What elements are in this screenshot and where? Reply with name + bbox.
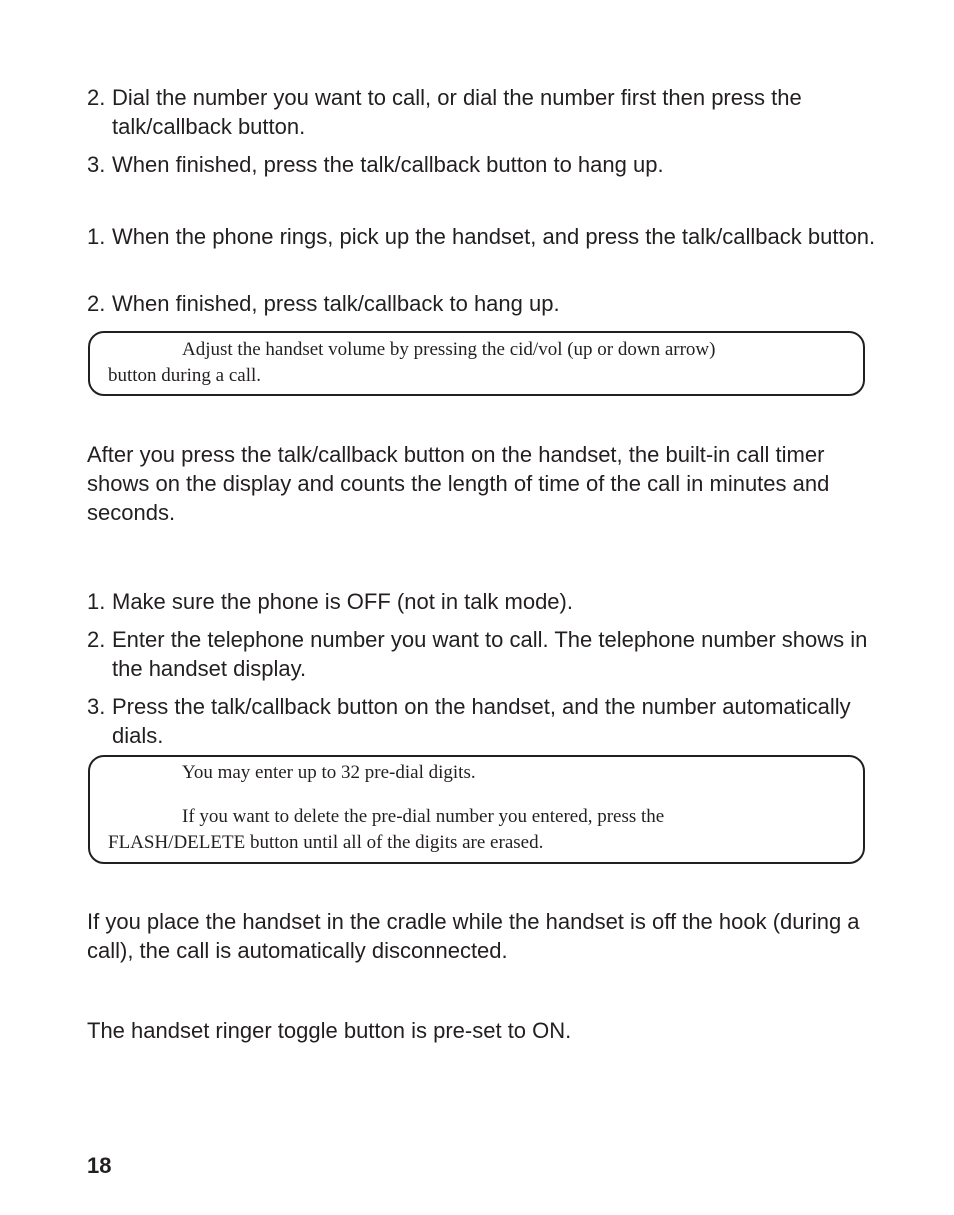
predial-step-3 (87, 692, 877, 750)
making-call-step-3 (87, 150, 877, 179)
step-text: When finished, press talk/callback to hang up. (112, 291, 560, 316)
page-number: 18 (87, 1153, 112, 1178)
predial-note-line-2: If you want to delete the pre-dial number you entered, press the (182, 806, 665, 827)
step-text: Enter the telephone number you want to call. The telephone number shows in the handset display. (112, 627, 868, 681)
step-number: 1. (87, 224, 106, 249)
step-number: 3. (87, 694, 106, 719)
making-call-step-2 (87, 83, 877, 141)
step-number: 1. (87, 589, 106, 614)
predial-note-line-1: You may enter up to 32 pre-dial digits. (182, 762, 476, 783)
step-number: 2. (87, 291, 106, 316)
step-text: When finished, press the talk/callback button to hang up. (112, 152, 664, 177)
call-timer-paragraph: After you press the talk/callback button on the handset, the built-in call timer shows on the display and counts the length of time of the call in minutes and seconds. (87, 442, 830, 525)
answering-call-step-2 (87, 289, 877, 318)
ringer-paragraph: The handset ringer toggle button is pre-set to ON. (87, 1018, 572, 1043)
step-number: 2. (87, 85, 106, 110)
step-number: 2. (87, 627, 106, 652)
volume-note-line-1: Adjust the handset volume by pressing the cid/vol (up or down arrow) (182, 339, 716, 360)
answering-call-step-1 (87, 222, 877, 251)
volume-note-box (88, 331, 865, 396)
step-text: Press the talk/callback button on the handset, and the number automatically dials. (112, 694, 851, 748)
step-text: Make sure the phone is OFF (not in talk mode). (112, 589, 573, 614)
predial-step-2 (87, 625, 877, 683)
volume-note-line-2: button during a call. (108, 365, 262, 386)
predial-step-1 (87, 587, 877, 616)
step-number: 3. (87, 152, 106, 177)
step-text: Dial the number you want to call, or dial the number first then press the talk/callback button. (112, 85, 802, 139)
auto-disconnect-paragraph: If you place the handset in the cradle while the handset is off the hook (during a call), the call is automatically disconnected. (87, 909, 860, 963)
predial-note-line-3: FLASH/DELETE button until all of the digits are erased. (108, 832, 544, 853)
step-text: When the phone rings, pick up the handset, and press the talk/callback button. (112, 224, 876, 249)
predial-note-box (88, 755, 865, 864)
